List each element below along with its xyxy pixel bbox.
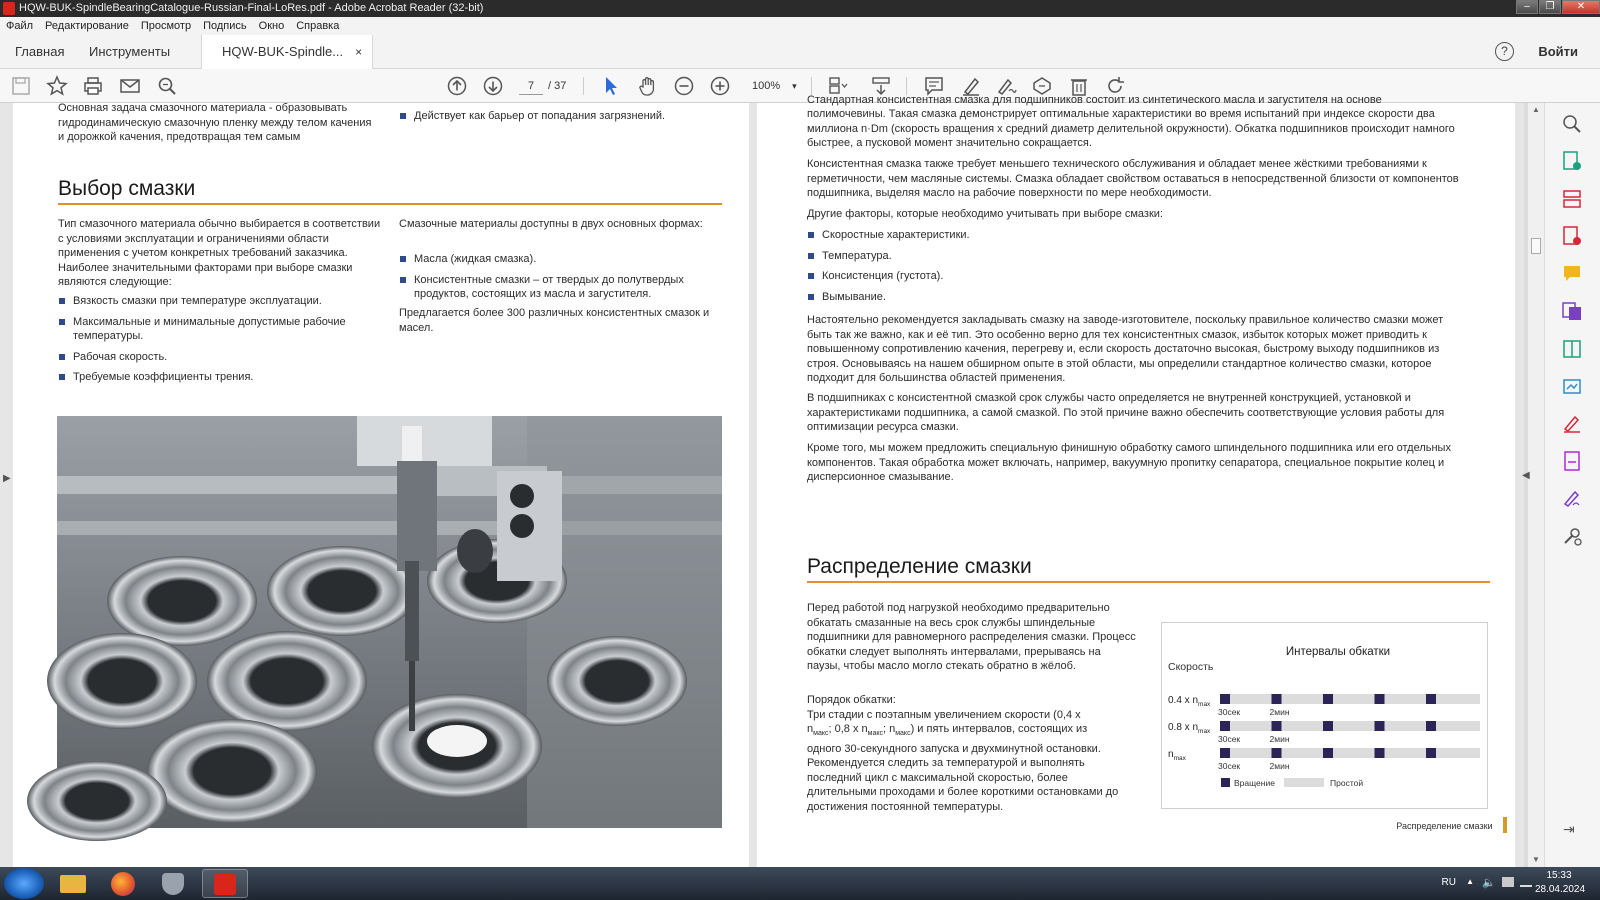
zoom-out-icon[interactable] xyxy=(672,74,696,98)
chart-tick-label: 2мин xyxy=(1269,707,1290,717)
comment-tool-icon[interactable] xyxy=(1561,263,1583,285)
row-label-subscript: max xyxy=(1198,701,1211,708)
minimize-button[interactable]: – xyxy=(1516,0,1538,14)
row-label-subscript: max xyxy=(1198,728,1211,735)
rotation-bar xyxy=(1375,748,1385,758)
menu-bar xyxy=(0,17,1600,35)
fill-and-sign-icon[interactable] xyxy=(1561,412,1583,434)
menu-window[interactable]: Окно xyxy=(258,20,285,32)
zoom-in-icon[interactable] xyxy=(708,74,732,98)
collapse-right-pane-icon[interactable]: ◀ xyxy=(1522,470,1530,481)
bearing-greasing-photo xyxy=(57,416,722,828)
factors-bullet-list xyxy=(807,228,1459,310)
zoom-tool-icon[interactable] xyxy=(1561,113,1583,135)
clock-date[interactable]: 28.04.2024 xyxy=(1534,884,1586,895)
run-in-order-line xyxy=(807,722,1137,742)
start-button[interactable] xyxy=(4,868,44,899)
formula-text: ) и пять интервалов, состоящих из xyxy=(910,723,1088,735)
row-label-text: 0.4 x n xyxy=(1168,695,1199,706)
select-arrow-icon[interactable] xyxy=(599,74,623,98)
zoom-level-select[interactable] xyxy=(752,77,802,95)
hand-tool-icon[interactable] xyxy=(636,74,660,98)
run-in-intervals-chart xyxy=(1161,622,1488,809)
section-heading-lubricant-choice: Выбор смазки xyxy=(58,177,196,200)
scroll-down-arrow-icon[interactable]: ▼ xyxy=(1532,855,1540,864)
windows-taskbar xyxy=(0,867,1600,900)
list-item: Действует как барьер от попадания загрязнений. xyxy=(399,109,719,124)
edit-pdf-icon[interactable] xyxy=(1561,338,1583,360)
window-controls xyxy=(1515,0,1600,14)
list-item: Вязкость смазки при температуре эксплуатации. xyxy=(58,294,383,309)
list-item: Консистентные смазки – от твердых до полутвердых продуктов, состоящих из масла и загустителя. xyxy=(399,273,719,302)
rotation-bar xyxy=(1375,694,1385,704)
rotation-bar xyxy=(1426,694,1436,704)
firefox-icon[interactable] xyxy=(100,869,146,898)
rotation-bar xyxy=(1426,748,1436,758)
list-item: Рабочая скорость. xyxy=(58,350,383,365)
window-title: HQW-BUK-SpindleBearingCatalogue-Russian-Final-LoRes.pdf - Adobe Acrobat Reader (32-bit) xyxy=(19,2,484,14)
rotation-bar xyxy=(1220,748,1230,758)
expand-left-pane-icon[interactable]: ▶ xyxy=(3,473,11,484)
page-total: / 37 xyxy=(548,80,567,92)
run-in-order-title: Порядок обкатки: xyxy=(807,694,896,706)
formula-text: ; 0,8 x n xyxy=(828,723,868,735)
intro-bullet-list xyxy=(399,109,719,130)
row-label-subscript: max xyxy=(1173,755,1186,762)
chart-tick-label: 30сек xyxy=(1218,707,1241,717)
window-titlebar xyxy=(0,0,1600,17)
help-icon[interactable]: ? xyxy=(1495,42,1514,61)
rotation-bar xyxy=(1272,694,1282,704)
heading-rule xyxy=(807,581,1490,583)
print-icon[interactable] xyxy=(81,74,105,98)
chart-row-label xyxy=(1168,749,1187,762)
rotation-bar xyxy=(1220,721,1230,731)
menu-file[interactable]: Файл xyxy=(6,20,34,32)
chevron-down-icon: ▾ xyxy=(792,81,797,91)
acrobat-app-icon xyxy=(3,2,15,15)
chart-tick-label: 30сек xyxy=(1218,734,1241,744)
idle-bar xyxy=(1220,694,1480,704)
cut-off-line: Стандартная консистентная смазка для подшипников состоит из синтетического масла и загустителя на основе xyxy=(807,94,1382,106)
chart-row-label xyxy=(1168,695,1211,708)
tab-bar xyxy=(0,35,1600,69)
chart-title: Интервалы обкатки xyxy=(1285,646,1391,658)
list-item: Максимальные и минимальные допустимые рабочие температуры. xyxy=(58,315,383,344)
request-signature-icon[interactable] xyxy=(1561,487,1583,509)
email-icon[interactable] xyxy=(118,74,142,98)
prev-page-icon[interactable] xyxy=(445,74,469,98)
signin-button[interactable]: Войти xyxy=(1538,44,1578,59)
create-pdf-icon[interactable] xyxy=(1561,225,1583,247)
row-label-text: 0.8 x n xyxy=(1168,722,1199,733)
pdf-page-right xyxy=(757,94,1515,867)
acrobat-taskbar-icon[interactable] xyxy=(202,869,248,898)
heading-rule xyxy=(58,203,722,205)
protect-icon[interactable] xyxy=(1561,450,1583,472)
zoom-level-value: 100% xyxy=(752,80,781,92)
tab-home[interactable]: Главная xyxy=(15,44,65,59)
list-item: Требуемые коэффициенты трения. xyxy=(58,370,383,385)
chart-y-label: Скорость xyxy=(1168,661,1214,673)
legend-swatch-rotation xyxy=(1221,778,1230,787)
service-life-paragraph: В подшипниках с консистентной смазкой срок службы часто определяется не внутренней конструкцией, установкой и характеристиками подшипника, а самой смазкой. По этой причине важно обеспечить соответствующие условия работы для оптимизации ресурса смазки. xyxy=(807,392,1445,433)
tab-document[interactable] xyxy=(201,35,373,70)
tab-document-label: HQW-BUK-Spindle... xyxy=(222,44,344,59)
page-footer-label: Распределение смазки xyxy=(1396,821,1493,831)
menu-help[interactable]: Справка xyxy=(296,20,340,32)
chart-tick-label: 2мин xyxy=(1269,761,1290,771)
row-label-text: n xyxy=(1168,749,1174,760)
shield-app-icon[interactable] xyxy=(150,869,196,898)
chart-canvas xyxy=(1162,623,1489,810)
formula-subscript: макс xyxy=(867,730,883,738)
footer-accent-bar xyxy=(1503,817,1507,833)
formula-subscript: макс xyxy=(895,730,911,738)
formula-subscript: макс xyxy=(813,730,829,738)
menu-sign[interactable]: Подпись xyxy=(203,20,247,32)
menu-view[interactable]: Просмотр xyxy=(140,20,192,32)
factors-paragraph: Другие факторы, которые необходимо учитывать при выборе смазки: xyxy=(807,208,1163,220)
toolbar-divider xyxy=(583,77,584,95)
run-in-order-text: одного 30-секундного запуска и двухминутной остановки. Рекомендуется следить за температурой и выполнять последний цикл с максимальной скоростью, более длительными проходами и более короткими остановками до достижения постоянной температуры. xyxy=(807,742,1119,813)
formula-text: n xyxy=(807,723,814,735)
chart-row-label xyxy=(1168,722,1211,735)
rotation-bar xyxy=(1323,748,1333,758)
section-heading-distribution: Распределение смазки xyxy=(807,555,1032,578)
forms-paragraph: Смазочные материалы доступны в двух основных формах: xyxy=(399,218,703,230)
rotation-bar xyxy=(1220,694,1230,704)
chart-tick-label: 2мин xyxy=(1269,734,1290,744)
run-in-order xyxy=(807,693,1137,814)
signal-icon[interactable] xyxy=(1520,878,1532,887)
list-item: Температура. xyxy=(807,249,1459,264)
run-in-order-line: Три стадии с поэтапным увеличением скорости (0,4 x xyxy=(807,708,1081,721)
next-page-icon[interactable] xyxy=(481,74,505,98)
scan-ocr-icon[interactable] xyxy=(1561,375,1583,397)
page-footer xyxy=(1352,816,1507,834)
list-item: Консистенция (густота). xyxy=(807,269,1459,284)
language-indicator[interactable]: RU xyxy=(1441,877,1456,888)
factory-greasing-paragraph: Настоятельно рекомендуется закладывать смазку на заводе-изготовителе, поскольку правильное количество смазки может быть так же важно, как и её тип. Это особенно верно для тех консистентных смазок, избыток которых может приводить к повышенному сопротивлению качения, перегреву и, если скорость достаточно высокая, быстрому выходу подшипников из строя. Основываясь на нашем обширном опыте в этой области, мы определили стандартное количество смазки, которое подходит для большинства областей применения. xyxy=(807,314,1444,384)
file-explorer-icon[interactable] xyxy=(50,869,96,898)
finishing-paragraph: Кроме того, мы можем предложить специальную финишную обработку самого шпиндельного подшипника или его отдельных компонентов. Такая обработка может включать, например, вакуумную пропитку сепаратора, специальное покрытие колец и дисперсионное смазывание. xyxy=(807,442,1451,483)
grease-paragraph-1: полимочевины. Такая смазка демонстрирует оптимальные характеристики во время испытаний при индексе скорости два миллиона n·Dm (скорость вращения x средний диаметр делительной окружности). Обкатка подшипников происходит намного быстрее, а пусковой момент значительно сокращается. xyxy=(807,108,1455,149)
organize-pages-icon[interactable] xyxy=(1561,188,1583,210)
document-viewport[interactable] xyxy=(0,94,1524,867)
volume-icon[interactable]: 🔈 xyxy=(1482,877,1496,889)
products-count-paragraph: Предлагается более 300 различных консистентных смазок и масел. xyxy=(399,307,710,334)
list-item: Масла (жидкая смазка). xyxy=(399,252,719,267)
more-tools-icon[interactable] xyxy=(1561,525,1583,547)
legend-swatch-idle xyxy=(1284,778,1324,787)
combine-files-icon[interactable] xyxy=(1561,300,1583,322)
distribution-paragraph: Перед работой под нагрузкой необходимо предварительно обкатать смазанные на весь срок службы шпиндельные подшипники для равномерного распределения смазки. Процесс обкатки следует выполнять интервалами, прерываясь на паузы, чтобы масло могло стекать обратно в жёлоб. xyxy=(807,602,1136,672)
bearing-photo-illustration xyxy=(57,416,722,828)
search-icon[interactable] xyxy=(155,74,179,98)
right-tools-pane xyxy=(1522,103,1600,867)
menu-edit[interactable]: Редактирование xyxy=(45,20,129,32)
network-icon[interactable] xyxy=(1502,877,1514,887)
tray-expand-icon[interactable]: ▲ xyxy=(1466,877,1474,886)
export-pdf-icon[interactable] xyxy=(1561,150,1583,172)
grease-paragraph-2: Консистентная смазка также требует меньшего технического обслуживания и обладает менее жёсткими требованиями к герметичности, чем масляные системы. Смазка обладает свойством оставаться в непосредственной близости от компонентов подшипника, выделяя масло на рабочие поверхности по мере необходимости. xyxy=(807,158,1459,199)
rotation-bar xyxy=(1272,721,1282,731)
close-window-button[interactable]: ✕ xyxy=(1562,0,1600,14)
intro-paragraph: Основная задача смазочного материала - образовывать гидродинамическую смазочную пленку между телом качения и дорожкой качения, предотвращая тем самым xyxy=(58,102,372,143)
clock-time[interactable]: 15:33 xyxy=(1546,870,1572,881)
pane-toggle-icon[interactable]: ⇥ xyxy=(1563,821,1575,837)
maximize-button[interactable]: ❐ xyxy=(1539,0,1561,14)
choice-paragraph: Тип смазочного материала обычно выбирается в соответствии с условиями эксплуатации и ограничениями области применения с учетом конкретных требований заказчика. Наиболее значительными факторами при выборе смазки являются следующие: xyxy=(58,218,381,288)
list-item: Вымывание. xyxy=(807,290,1459,305)
tab-tools[interactable]: Инструменты xyxy=(89,44,171,59)
legend-label-rotation: Вращение xyxy=(1234,778,1275,788)
idle-bar xyxy=(1220,721,1480,731)
choice-bullet-list xyxy=(58,294,383,391)
formula-text: ; n xyxy=(882,723,896,735)
rotation-bar xyxy=(1323,721,1333,731)
close-tab-icon[interactable]: × xyxy=(355,45,363,59)
pdf-page-left xyxy=(13,103,749,867)
page-number-input[interactable]: 7 xyxy=(519,77,543,95)
rotation-bar xyxy=(1375,721,1385,731)
save-icon[interactable] xyxy=(9,74,33,98)
scroll-up-arrow-icon[interactable]: ▲ xyxy=(1532,105,1540,114)
rotation-bar xyxy=(1323,694,1333,704)
idle-bar xyxy=(1220,748,1480,758)
rotation-bar xyxy=(1426,721,1436,731)
forms-bullet-list xyxy=(399,252,719,308)
rotation-bar xyxy=(1272,748,1282,758)
scrollbar-thumb[interactable] xyxy=(1531,238,1541,254)
legend-label-idle: Простой xyxy=(1330,778,1364,788)
bookmark-star-icon[interactable] xyxy=(45,74,69,98)
list-item: Скоростные характеристики. xyxy=(807,228,1459,243)
chart-tick-label: 30сек xyxy=(1218,761,1241,771)
